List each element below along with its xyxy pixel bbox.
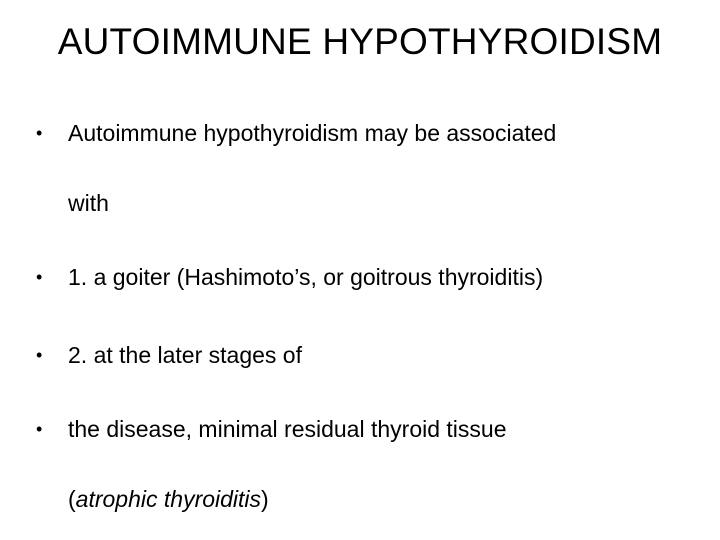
bullet-text: 1. a goiter (Hashimoto’s, or goitrous thyroiditis) xyxy=(68,264,544,290)
bullet-item-1-continuation: with xyxy=(68,190,109,216)
bullet-item-3 xyxy=(36,340,302,370)
bullet-item-1 xyxy=(36,118,556,148)
bullet-dot-icon: • xyxy=(36,123,43,143)
bullet-text: the disease, minimal residual thyroid tissue xyxy=(68,416,507,442)
paren-open: ( xyxy=(68,486,76,512)
bullet-item-4-continuation xyxy=(68,484,269,514)
bullet-dot-icon: • xyxy=(36,267,43,287)
bullet-dot-icon: • xyxy=(36,345,43,365)
bullet-item-4 xyxy=(36,414,506,444)
bullet-text: Autoimmune hypothyroidism may be associated xyxy=(68,120,557,146)
bullet-dot-icon: • xyxy=(36,419,43,439)
paren-close: ) xyxy=(261,486,269,512)
bullet-text: 2. at the later stages of xyxy=(68,342,302,368)
atrophic-thyroiditis-term: atrophic thyroiditis xyxy=(75,486,262,512)
bullet-item-2 xyxy=(36,262,543,292)
slide-title: AUTOIMMUNE HYPOTHYROIDISM xyxy=(57,21,663,62)
